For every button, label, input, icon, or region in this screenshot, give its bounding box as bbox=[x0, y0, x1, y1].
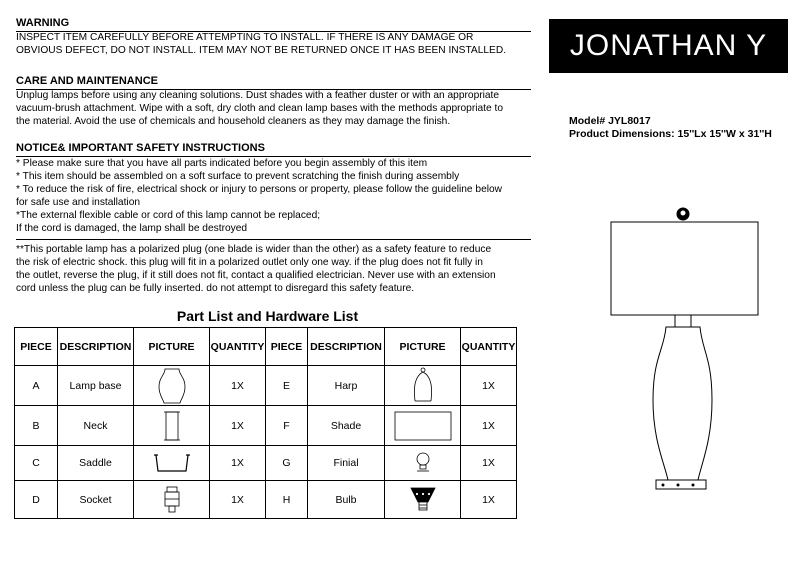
care-line: vacuum-brush attachment. Wipe with a soft, dry cloth and clean lamp bases with the methods appropriate to bbox=[16, 103, 503, 114]
quantity-cell: 1X bbox=[461, 366, 517, 406]
plug-text bbox=[16, 243, 536, 295]
column-header: QUANTITY bbox=[210, 328, 266, 366]
description-cell: Neck bbox=[58, 406, 134, 446]
lamp-base-icon bbox=[152, 367, 192, 405]
column-header: DESCRIPTION bbox=[58, 328, 134, 366]
column-header: PICTURE bbox=[134, 328, 210, 366]
care-line: the material. Avoid the use of chemicals and household cleaners as they may damage the finish. bbox=[16, 116, 451, 127]
warning-line: OBVIOUS DEFECT, DO NOT INSTALL. ITEM MAY NOT BE RETURNED ONCE IT HAS BEEN INSTALLED. bbox=[16, 45, 507, 56]
notice-line: * This item should be assembled on a soft surface to prevent scratching the finish during assembly bbox=[16, 171, 460, 182]
divider bbox=[16, 239, 531, 240]
quantity-cell: 1X bbox=[210, 406, 266, 446]
product-dimensions: Product Dimensions: 15''Lx 15''W x 31''H bbox=[569, 128, 772, 140]
warning-line: INSPECT ITEM CAREFULLY BEFORE ATTEMPTING TO INSTALL. IF THERE IS ANY DAMAGE OR bbox=[16, 32, 474, 43]
plug-line: **This portable lamp has a polarized plug (one blade is wider than the other) as a safety feature to reduce bbox=[16, 244, 492, 255]
piece-cell: F bbox=[266, 406, 308, 446]
notice-line: *The external flexible cable or cord of this lamp cannot be replaced; bbox=[16, 210, 321, 221]
description-cell: Lamp base bbox=[58, 366, 134, 406]
harp-icon bbox=[403, 367, 443, 405]
care-line: Unplug lamps before using any cleaning solutions. Dust shades with a feather duster or with an appropriate bbox=[16, 90, 500, 101]
column-header: PIECE bbox=[15, 328, 58, 366]
socket-icon bbox=[157, 484, 187, 516]
plug-line: cord unless the plug can be fully inserted. do not attempt to disregard this safety feature. bbox=[16, 283, 415, 294]
notice-line: * Please make sure that you have all parts indicated before you begin assembly of this item bbox=[16, 158, 428, 169]
description-cell: Shade bbox=[308, 406, 385, 446]
notice-line: * To reduce the risk of fire, electrical shock or injury to persons or property, please follow the guideline below bbox=[16, 184, 503, 195]
column-header: QUANTITY bbox=[461, 328, 517, 366]
description-cell: Finial bbox=[308, 446, 385, 481]
brand-logo: JONATHAN Y bbox=[549, 19, 788, 73]
neck-icon bbox=[152, 409, 192, 443]
quantity-cell: 1X bbox=[461, 446, 517, 481]
shade-icon bbox=[393, 409, 453, 443]
care-heading: CARE AND MAINTENANCE bbox=[16, 75, 158, 87]
notice-line: for safe use and installation bbox=[16, 197, 141, 208]
notice-text bbox=[16, 157, 536, 235]
column-header: PICTURE bbox=[385, 328, 461, 366]
table-row bbox=[15, 446, 517, 481]
piece-cell: B bbox=[15, 406, 58, 446]
plug-line: the outlet, reverse the plug, if it still does not fit, contact a qualified electrician. Never use with an extension bbox=[16, 270, 496, 281]
table-row bbox=[15, 366, 517, 406]
table-row bbox=[15, 481, 517, 519]
picture-cell bbox=[134, 366, 210, 406]
picture-cell bbox=[134, 481, 210, 519]
description-cell: Socket bbox=[58, 481, 134, 519]
piece-cell: G bbox=[266, 446, 308, 481]
column-header: PIECE bbox=[266, 328, 308, 366]
picture-cell bbox=[385, 481, 461, 519]
care-text bbox=[16, 89, 536, 128]
picture-cell bbox=[385, 406, 461, 446]
parts-list-title: Part List and Hardware List bbox=[176, 308, 359, 324]
quantity-cell: 1X bbox=[461, 481, 517, 519]
piece-cell: H bbox=[266, 481, 308, 519]
quantity-cell: 1X bbox=[210, 446, 266, 481]
parts-table bbox=[14, 327, 517, 519]
picture-cell bbox=[385, 366, 461, 406]
notice-line: If the cord is damaged, the lamp shall be destroyed bbox=[16, 223, 248, 234]
description-cell: Bulb bbox=[308, 481, 385, 519]
finial-icon bbox=[408, 449, 438, 477]
piece-cell: C bbox=[15, 446, 58, 481]
piece-cell: D bbox=[15, 481, 58, 519]
table-header-row bbox=[15, 328, 517, 366]
quantity-cell: 1X bbox=[210, 366, 266, 406]
notice-heading: NOTICE& IMPORTANT SAFETY INSTRUCTIONS bbox=[16, 142, 265, 154]
model-number: Model# JYL8017 bbox=[569, 115, 651, 127]
bulb-icon bbox=[406, 484, 440, 516]
piece-cell: A bbox=[15, 366, 58, 406]
picture-cell bbox=[385, 446, 461, 481]
picture-cell bbox=[134, 446, 210, 481]
picture-cell bbox=[134, 406, 210, 446]
piece-cell: E bbox=[266, 366, 308, 406]
column-header: DESCRIPTION bbox=[308, 328, 385, 366]
quantity-cell: 1X bbox=[210, 481, 266, 519]
description-cell: Saddle bbox=[58, 446, 134, 481]
warning-heading: WARNING bbox=[16, 17, 70, 29]
plug-line: the risk of electric shock. this plug will fit in a polarized outlet only one way. if the plug does not fit fully in bbox=[16, 257, 483, 268]
quantity-cell: 1X bbox=[461, 406, 517, 446]
saddle-icon bbox=[150, 449, 194, 477]
table-row bbox=[15, 406, 517, 446]
description-cell: Harp bbox=[308, 366, 385, 406]
warning-text bbox=[16, 31, 536, 57]
lamp-illustration-icon bbox=[600, 200, 770, 500]
